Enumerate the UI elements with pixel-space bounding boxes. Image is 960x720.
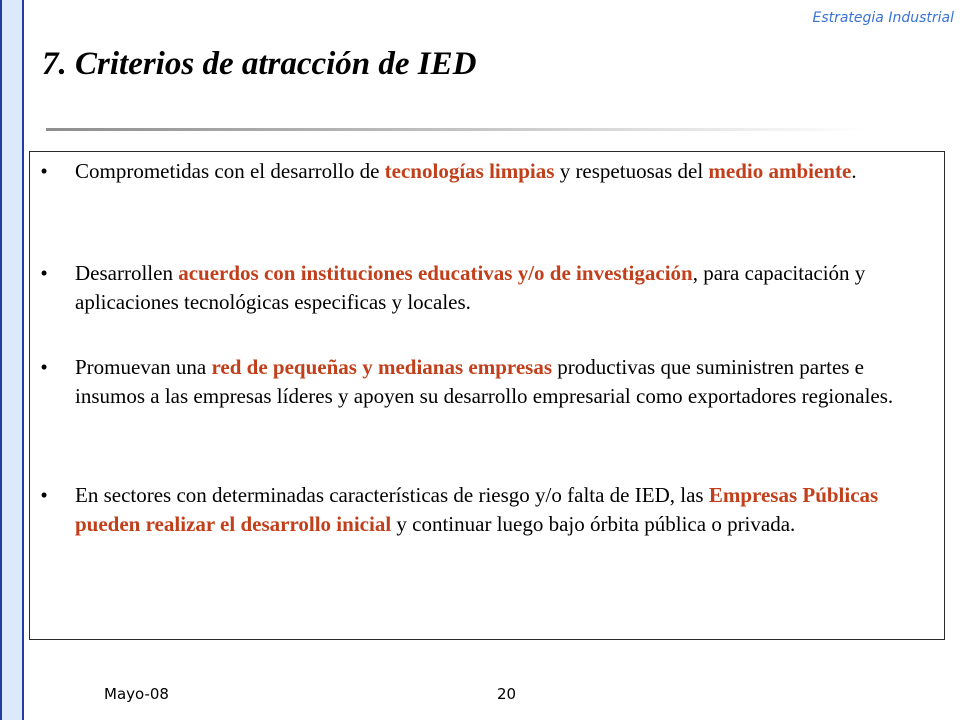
bullet-highlight: tecnologías limpias [384,159,555,183]
bullet-segment: y respetuosas del [554,159,709,183]
slide-title: 7. Criterios de atracción de IED [42,46,477,82]
footer-date: Mayo-08 [104,685,169,703]
brand-label: Estrategia Industrial [812,10,954,26]
bullet-text [75,483,878,536]
bullet-item [30,157,930,186]
bullet-segment: Promuevan una [75,355,212,379]
bullet-dot-icon: • [40,261,48,285]
bullet-segment: Desarrollen [75,261,179,285]
title-underline [46,128,866,131]
content-box [29,151,945,640]
bullet-segment: Comprometidas con el desarrollo de [75,159,385,183]
bullet-item [30,259,930,317]
bullet-highlight: Empresas Públicas pueden realizar el desarrollo inicial [75,483,879,536]
bullet-dot-icon: • [40,159,48,183]
bullet-highlight: acuerdos con instituciones educativas y/o de investigación [178,261,693,285]
bullet-dot-icon: • [40,483,48,507]
page-number: 20 [497,685,517,703]
left-sidebar-bar [0,0,24,720]
bullet-segment: En sectores con determinadas características de riesgo y/o falta de IED, las [75,483,709,507]
bullet-highlight: medio ambiente [708,159,852,183]
bullet-text [75,261,865,314]
bullet-segment: productivas que suministren partes e insumos a las empresas líderes y apoyen su desarrollo empresarial como exportadores regionales. [75,355,894,408]
bullet-dot-icon: • [40,355,48,379]
bullet-text [75,159,857,183]
bullet-item [30,481,930,539]
bullet-item [30,353,930,411]
bullet-text [75,355,893,408]
bullet-highlight: red de pequeñas y medianas empresas [211,355,552,379]
left-sidebar-edge [0,0,2,720]
bullet-segment: . [851,159,857,183]
bullet-segment: y continuar luego bajo órbita pública o privada. [391,512,796,536]
bullet-segment: , para capacitación y aplicaciones tecnológicas especificas y locales. [75,261,866,314]
